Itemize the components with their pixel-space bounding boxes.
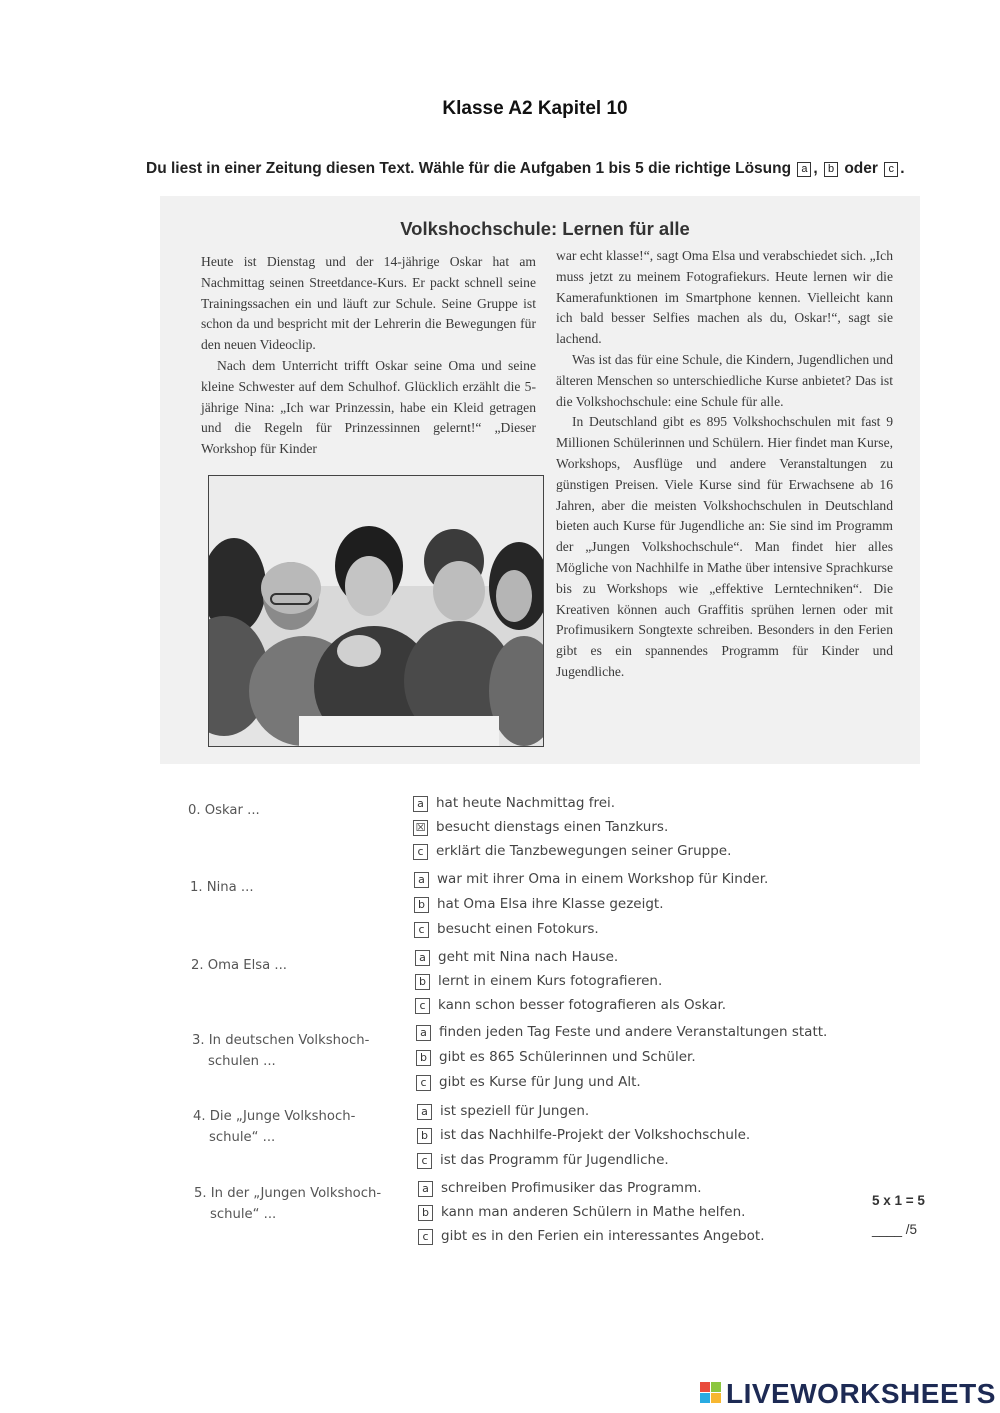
question-label: 3. In deutschen Volkshoch- bbox=[192, 1033, 370, 1048]
instruction-separator: , bbox=[813, 160, 818, 177]
option-text: lernt in einem Kurs fotografieren. bbox=[438, 973, 663, 989]
option-checkbox[interactable]: a bbox=[416, 1025, 431, 1041]
instruction-text: Du liest in einer Zeitung diesen Text. Wähle für die Aufgaben 1 bis 5 die richtige Lösung bbox=[146, 160, 792, 177]
option-checkbox[interactable]: b bbox=[417, 1128, 432, 1144]
question-label: 4. Die „Junge Volkshoch- bbox=[193, 1109, 356, 1124]
question-label-cont: schulen ... bbox=[208, 1054, 276, 1069]
article-paragraph: Heute ist Dienstag und der 14-jährige Oskar hat am Nachmittag seinen Streetdance-Kurs. Er packt schnell seine Trainingssachen ein und läuft zur Schule. Seine Gruppe ist schon da und bespricht mit der Lehrerin die Bewegungen für den neuen Videoclip. bbox=[201, 254, 536, 353]
answer-option[interactable] bbox=[418, 1180, 702, 1197]
instruction-end: . bbox=[900, 160, 905, 177]
answer-option[interactable] bbox=[416, 1049, 696, 1066]
option-checkbox[interactable]: c bbox=[413, 844, 428, 860]
answer-option[interactable] bbox=[415, 949, 618, 966]
answer-option[interactable] bbox=[414, 896, 664, 913]
option-text: ist speziell für Jungen. bbox=[440, 1103, 590, 1119]
option-text: war mit ihrer Oma in einem Workshop für Kinder. bbox=[437, 871, 769, 887]
option-text: kann man anderen Schülern in Mathe helfen. bbox=[441, 1204, 746, 1220]
option-a-box: a bbox=[797, 162, 811, 177]
article-right-column bbox=[556, 246, 893, 683]
article-paragraph: Was ist das für eine Schule, die Kindern, Jugendlichen und älteren Menschen so unterschiedliche Kurse anbietet? Das ist die Volkshochschule: eine Schule für alle. bbox=[556, 351, 893, 409]
students-photo-illustration bbox=[209, 476, 543, 746]
article-paragraph: In Deutschland gibt es 895 Volkshochschulen mit fast 9 Millionen Schülerinnen und Schülern. Hier findet man Kurse, Workshops, Ausflüge und andere Veranstaltungen zu günstigen Preisen. Viele Kurse sind für Erwachsene ab 16 Jahren, aber die meisten Volkshochschulen in Deutschland bieten auch Kurse für Jugendliche an: Sie sind im Programm der „Jungen Volkshochschule“. Man findet hier alles Mögliche von Nachhilfe in Mathe über intensive Sprachkurse bis zu Workshops wie „effektive Lerntechniken“. Die Kreativen können auch Graffitis sprühen lernen oder mit Profimusikern Songtexte schreiben. Besonders in den Ferien gibt es ein spannendes Programm für Kinder und Jugendliche. bbox=[556, 414, 893, 679]
answer-option[interactable] bbox=[415, 997, 726, 1014]
article-paragraph: war echt klasse!“, sagt Oma Elsa und verabschiedet sich. „Ich muss jetzt zu meinem Fotografiekurs. Heute lernen wir die Kamerafunktionen im Smartphone kennen. Vielleicht kann ich bald besser Selfies machen als du, Oskar!“, sagt sie lachend. bbox=[556, 248, 893, 347]
option-text: erklärt die Tanzbewegungen seiner Gruppe. bbox=[436, 843, 732, 859]
option-text: schreiben Profimusiker das Programm. bbox=[441, 1180, 702, 1196]
answer-option[interactable] bbox=[418, 1204, 745, 1221]
answer-option[interactable] bbox=[413, 795, 615, 812]
liveworksheets-logo-icon bbox=[700, 1382, 722, 1404]
page-title: Klasse A2 Kapitel 10 bbox=[442, 98, 628, 119]
option-c-box: c bbox=[884, 162, 898, 177]
option-text: geht mit Nina nach Hause. bbox=[438, 949, 619, 965]
question-label-cont: schule“ ... bbox=[209, 1130, 276, 1145]
article-paragraph: Nach dem Unterricht trifft Oskar seine Oma und seine kleine Schwester auf dem Schulhof. Glücklich erzählt die 5-jährige Nina: „Ich war Prinzessin, habe ein Kleid getragen und die Regeln für Prinzessinnen gelernt!“ „Dieser Workshop für Kinder bbox=[201, 357, 536, 457]
option-checkbox[interactable]: a bbox=[415, 950, 430, 966]
option-b-box: b bbox=[824, 162, 838, 177]
option-text: kann schon besser fotografieren als Oskar. bbox=[438, 997, 727, 1013]
option-text: gibt es 865 Schülerinnen und Schüler. bbox=[439, 1049, 696, 1065]
brand-name: LIVEWORKSHEETS bbox=[726, 1378, 996, 1409]
score-formula: 5 x 1 = 5 bbox=[872, 1193, 925, 1208]
option-checkbox[interactable]: b bbox=[415, 974, 430, 990]
option-checkbox[interactable]: c bbox=[414, 922, 429, 938]
task-instruction bbox=[146, 160, 926, 178]
option-checkbox[interactable]: a bbox=[413, 796, 428, 812]
answer-option[interactable] bbox=[417, 1152, 669, 1169]
answer-option[interactable] bbox=[413, 843, 731, 860]
option-text: ist das Programm für Jugendliche. bbox=[440, 1152, 669, 1168]
answer-option[interactable] bbox=[418, 1228, 764, 1245]
option-text: finden jeden Tag Feste und andere Veranstaltungen statt. bbox=[439, 1024, 828, 1040]
answer-option[interactable] bbox=[415, 973, 662, 990]
option-checkbox[interactable]: c bbox=[417, 1153, 432, 1169]
option-checkbox-checked[interactable]: ☒ bbox=[413, 820, 428, 836]
option-text: hat Oma Elsa ihre Klasse gezeigt. bbox=[437, 896, 664, 912]
option-text: besucht einen Fotokurs. bbox=[437, 921, 599, 937]
answer-option[interactable] bbox=[417, 1127, 750, 1144]
option-checkbox[interactable]: b bbox=[418, 1205, 433, 1221]
article-title: Volkshochschule: Lernen für alle bbox=[400, 218, 690, 239]
option-text: ist das Nachhilfe-Projekt der Volkshochschule. bbox=[440, 1127, 751, 1143]
instruction-oder: oder bbox=[844, 160, 878, 177]
answer-option[interactable] bbox=[416, 1074, 641, 1091]
question-label: 0. Oskar ... bbox=[188, 803, 260, 818]
option-checkbox[interactable]: b bbox=[414, 897, 429, 913]
article-left-column bbox=[201, 252, 536, 460]
answer-option[interactable] bbox=[414, 921, 599, 938]
answer-option[interactable] bbox=[413, 819, 668, 836]
option-checkbox[interactable]: a bbox=[418, 1181, 433, 1197]
question-label: 5. In der „Jungen Volkshoch- bbox=[194, 1186, 382, 1201]
question-label: 2. Oma Elsa ... bbox=[191, 958, 287, 973]
option-checkbox[interactable]: c bbox=[416, 1075, 431, 1091]
article-photo bbox=[208, 475, 544, 747]
answer-option[interactable] bbox=[416, 1024, 827, 1041]
option-text: besucht dienstags einen Tanzkurs. bbox=[436, 819, 669, 835]
answer-option[interactable] bbox=[414, 871, 768, 888]
option-checkbox[interactable]: c bbox=[418, 1229, 433, 1245]
question-label-cont: schule“ ... bbox=[210, 1207, 277, 1222]
option-checkbox[interactable]: b bbox=[416, 1050, 431, 1066]
option-checkbox[interactable]: a bbox=[414, 872, 429, 888]
option-checkbox[interactable]: a bbox=[417, 1104, 432, 1120]
score-result[interactable]: ____ /5 bbox=[872, 1222, 918, 1237]
option-text: gibt es Kurse für Jung und Alt. bbox=[439, 1074, 641, 1090]
option-text: hat heute Nachmittag frei. bbox=[436, 795, 616, 811]
option-text: gibt es in den Ferien ein interessantes Angebot. bbox=[441, 1228, 765, 1244]
question-label: 1. Nina ... bbox=[190, 880, 254, 895]
option-checkbox[interactable]: c bbox=[415, 998, 430, 1014]
answer-option[interactable] bbox=[417, 1103, 589, 1120]
